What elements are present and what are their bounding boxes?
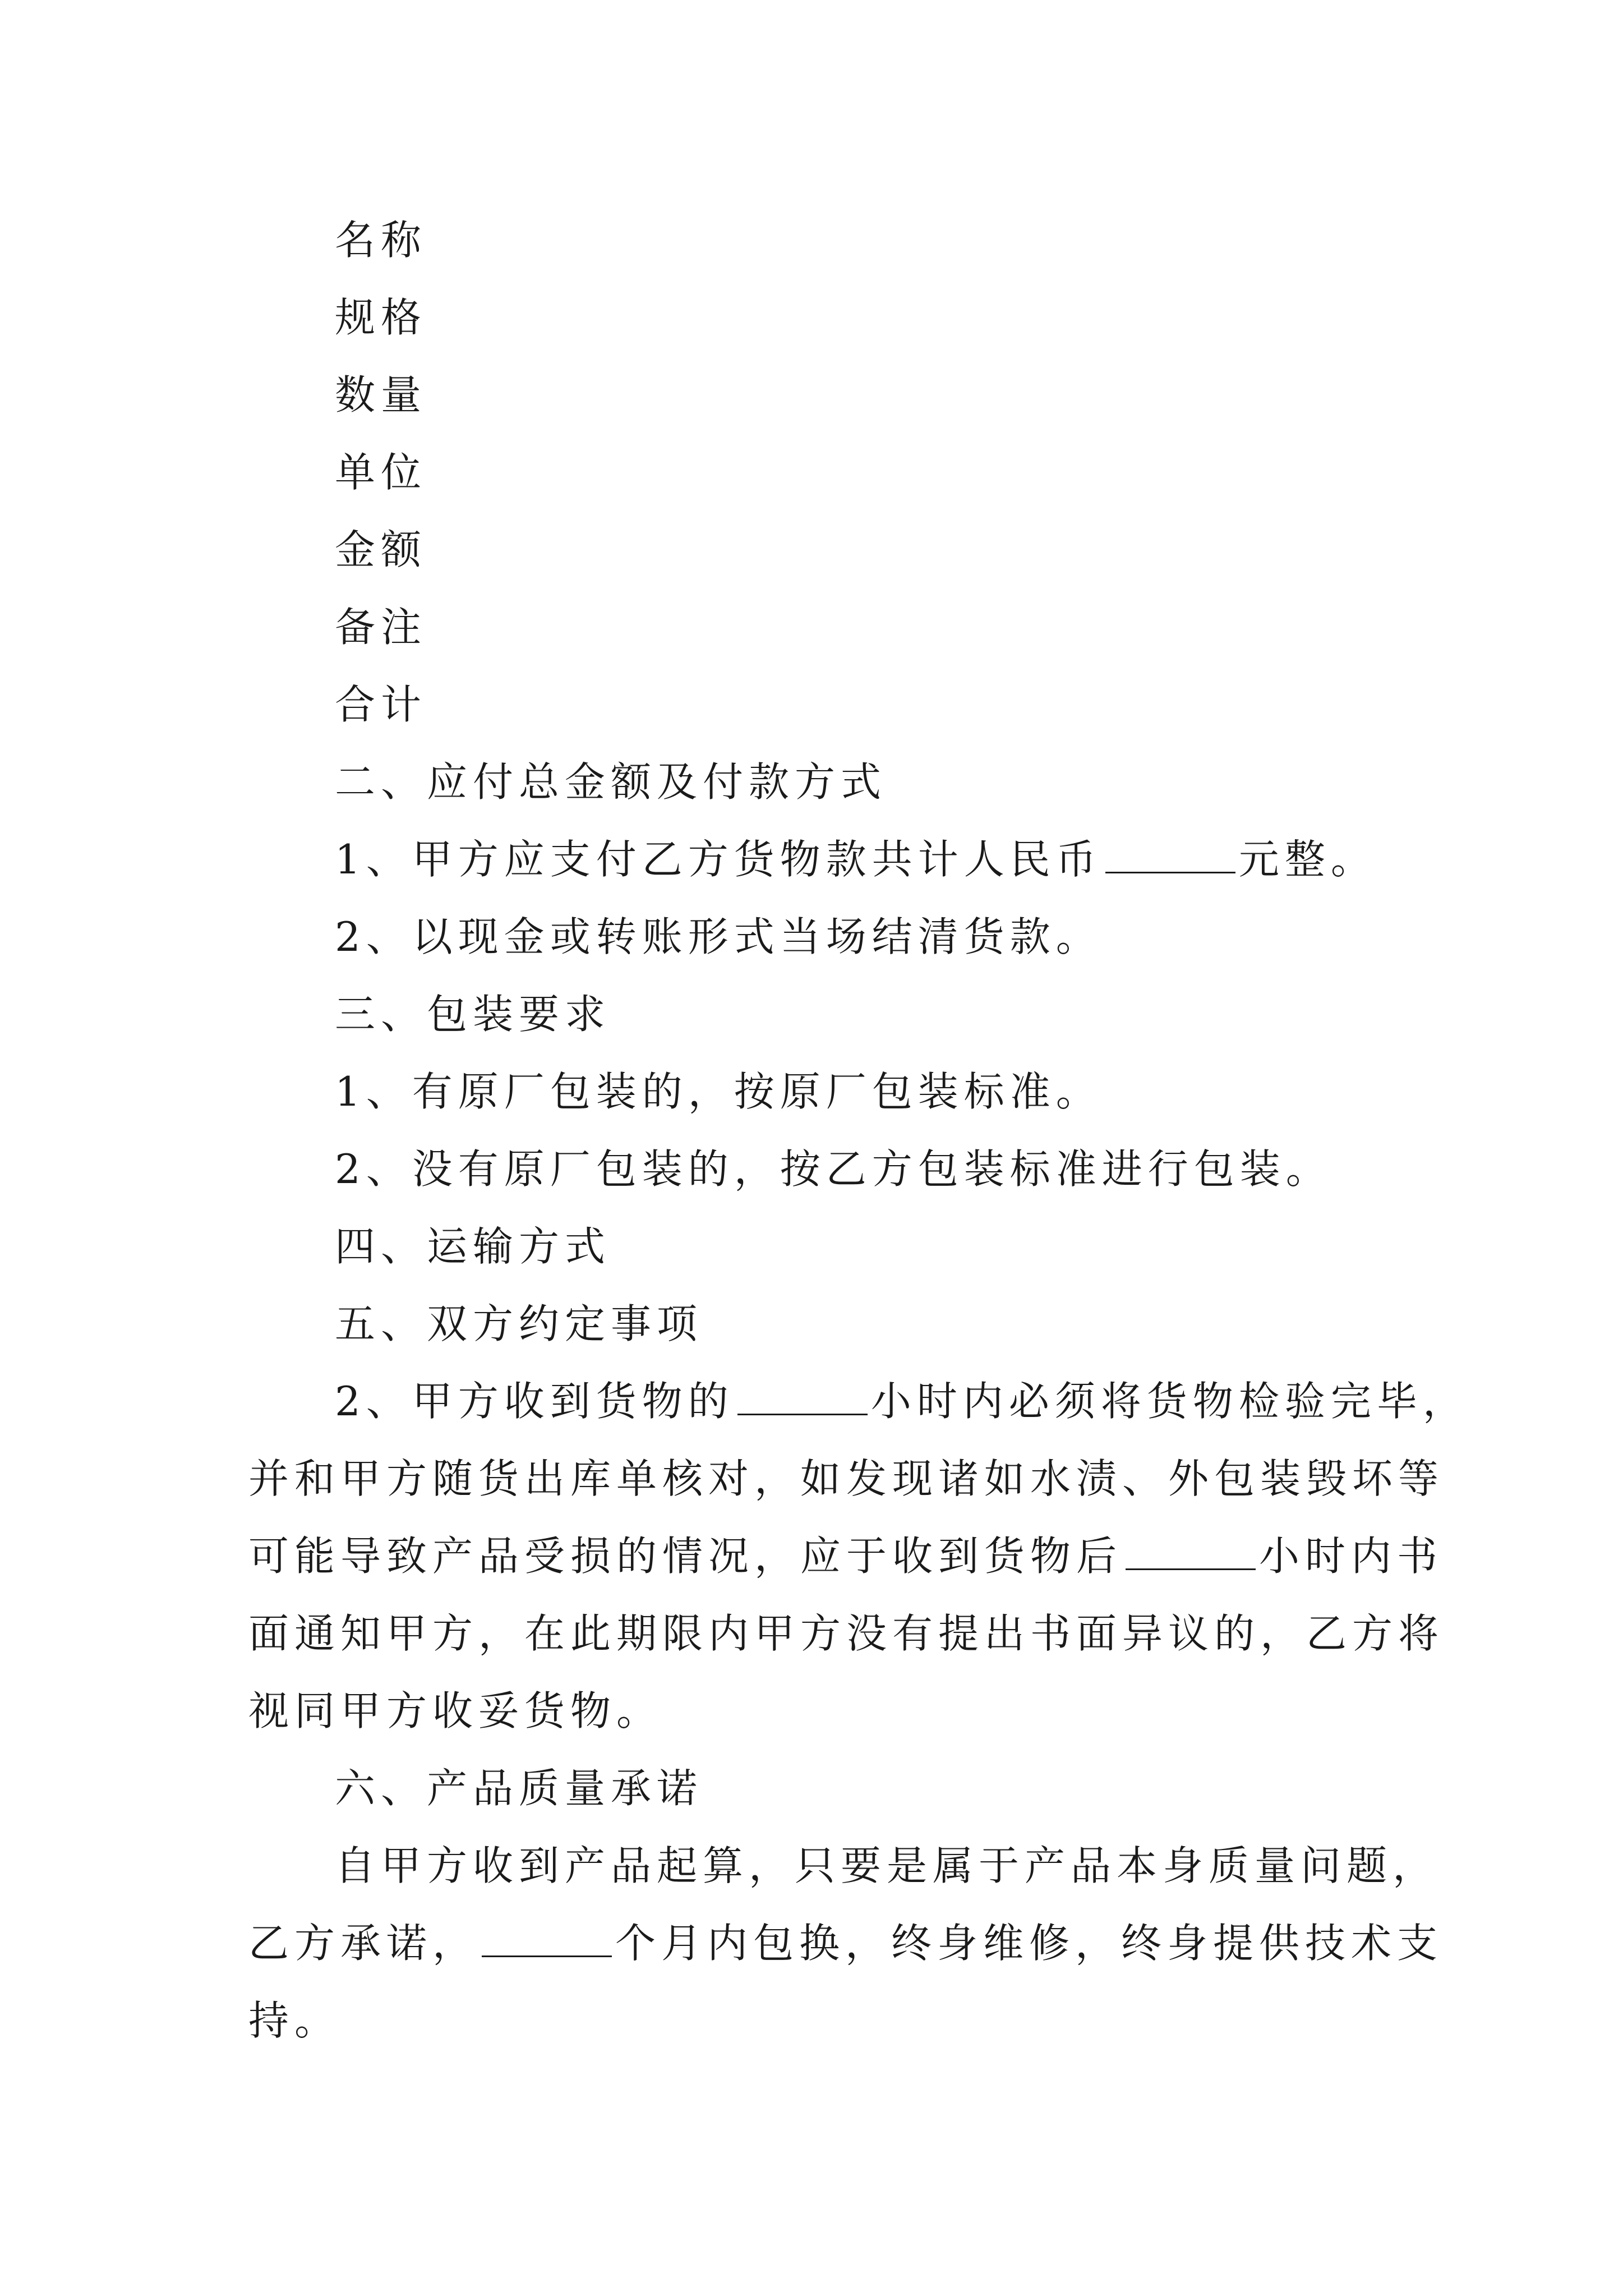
section-6-heading: 六、产品质量承诺 (335, 1765, 703, 1812)
section-2-item-2: 2、以现金或转账形式当场结清货款。 (335, 913, 1102, 960)
section-2-item-1-suffix: 元整。 (1238, 836, 1377, 883)
section-2-heading: 二、应付总金额及付款方式 (335, 758, 887, 806)
section-5-line-1-suffix: 小时内必须将货物检验完毕， (870, 1378, 1469, 1425)
section-3-item-1: 1、有原厂包装的，按原厂包装标准。 (335, 1068, 1102, 1115)
table-header-spec: 规格 (335, 294, 427, 341)
section-6-line-2-suffix: 个月内包换，终身维修，终身提供技术支 (615, 1920, 1444, 1967)
notice-hours-blank[interactable] (1126, 1536, 1256, 1570)
section-6-line-2-text: 乙方承诺， (248, 1920, 479, 1967)
section-6-paragraph-line-3: 持。 (248, 1997, 341, 2044)
section-5-paragraph-line-5: 视同甲方收妥货物。 (248, 1687, 663, 1734)
section-5-line-1-text: 2、甲方收到货物的 (335, 1378, 734, 1425)
table-header-name: 名称 (335, 217, 427, 264)
amount-blank[interactable] (1105, 839, 1235, 873)
table-header-amount: 金额 (335, 526, 427, 573)
table-header-total: 合计 (335, 681, 427, 728)
table-header-qty: 数量 (335, 371, 427, 418)
table-header-remark: 备注 (335, 604, 427, 651)
section-3-item-2: 2、没有原厂包装的，按乙方包装标准进行包装。 (335, 1145, 1332, 1193)
section-5-line-3-text: 可能导致产品受损的情况，应于收到货物后 (248, 1533, 1123, 1580)
table-header-unit: 单位 (335, 449, 427, 496)
section-2-item-1 (335, 836, 1377, 883)
section-2-item-1-text: 1、甲方应支付乙方货物款共计人民币 (335, 836, 1102, 883)
section-3-heading: 三、包装要求 (335, 991, 611, 1038)
inspection-hours-blank[interactable] (737, 1381, 868, 1415)
section-5-paragraph-line-3 (248, 1533, 1444, 1580)
section-5-paragraph-line-2: 并和甲方随货出库单核对，如发现诸如水渍、外包装毁坏等 (248, 1455, 1445, 1502)
section-6-paragraph-line-1: 自甲方收到产品起算，只要是属于产品本身质量问题， (335, 1842, 1439, 1889)
section-4-heading: 四、运输方式 (335, 1223, 611, 1270)
section-5-paragraph-line-4: 面通知甲方，在此期限内甲方没有提出书面异议的，乙方将 (248, 1610, 1445, 1657)
section-6-paragraph-line-2 (248, 1920, 1444, 1967)
section-5-line-3-suffix: 小时内书 (1259, 1533, 1444, 1580)
section-5-heading: 五、双方约定事项 (335, 1300, 703, 1347)
warranty-months-blank[interactable] (482, 1923, 612, 1957)
section-5-paragraph-line-1 (335, 1378, 1469, 1425)
